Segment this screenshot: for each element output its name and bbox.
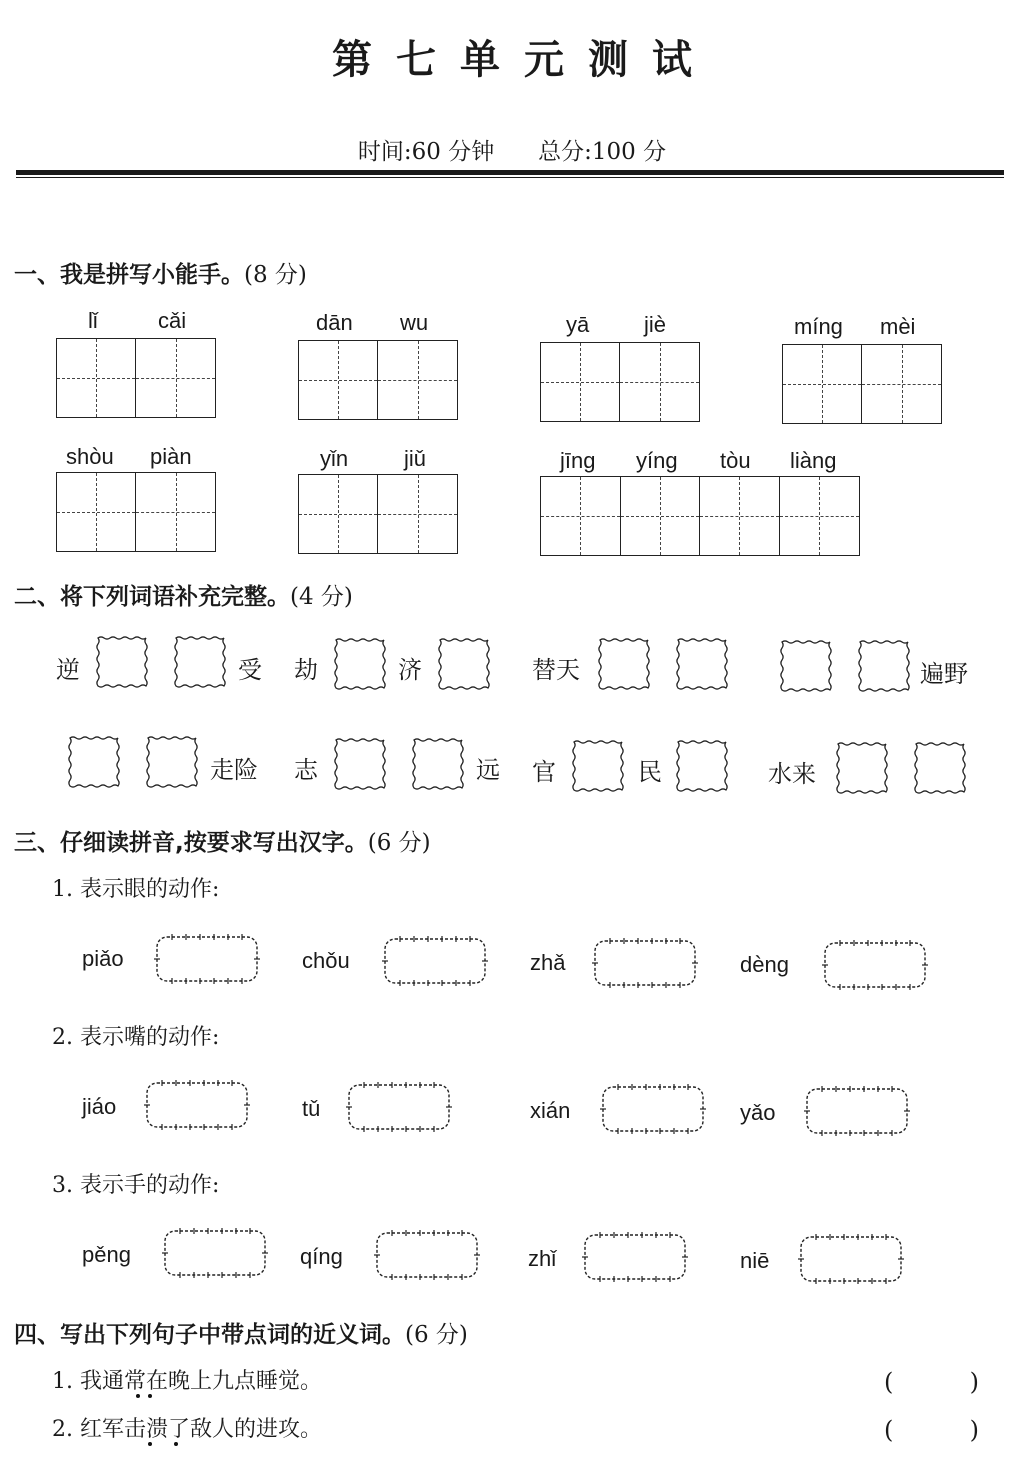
- idiom-char: 志: [294, 756, 318, 784]
- answer-box[interactable]: [856, 638, 912, 694]
- idiom-char: 走险: [210, 756, 258, 784]
- pinyin: dèng: [740, 952, 789, 977]
- pinyin: cǎi: [158, 308, 187, 333]
- header-divider: [16, 170, 1004, 178]
- idiom-char: 远: [476, 756, 500, 784]
- pinyin: lǐ: [88, 308, 98, 333]
- writing-grid[interactable]: [540, 342, 700, 422]
- pinyin: liàng: [790, 448, 837, 473]
- pinyin: niē: [740, 1248, 770, 1273]
- pinyin: xián: [530, 1098, 571, 1123]
- answer-box[interactable]: [570, 738, 626, 794]
- section-2-points: (4 分): [290, 584, 353, 610]
- idiom-char: 劫: [294, 656, 318, 684]
- pinyin: míng: [794, 314, 843, 339]
- pinyin: jiè: [644, 312, 667, 337]
- idiom-char: 官: [532, 758, 556, 786]
- idiom-char: 民: [638, 758, 662, 786]
- answer-box[interactable]: [596, 636, 652, 692]
- pinyin: tǔ: [302, 1096, 321, 1121]
- idiom-char: 水来: [768, 760, 816, 788]
- answer-box[interactable]: [172, 634, 228, 690]
- section-3-heading: [14, 824, 431, 857]
- answer-box[interactable]: [674, 636, 730, 692]
- group-label: 1. 表示眼的动作:: [52, 877, 220, 902]
- section-2-title: 二、将下列词语补充完整。: [14, 584, 290, 610]
- answer-box[interactable]: [142, 1078, 252, 1132]
- answer-box[interactable]: [94, 634, 150, 690]
- answer-box[interactable]: [410, 736, 466, 792]
- writing-grid[interactable]: [56, 338, 216, 418]
- section-4-title: 四、写出下列句子中带点词的近义词。: [14, 1322, 405, 1348]
- emphasis-dot: [174, 1442, 178, 1446]
- pinyin: piàn: [150, 444, 192, 469]
- sentence: 2. 红军击溃了敌人的进攻。: [52, 1417, 322, 1442]
- pinyin: wu: [400, 310, 429, 335]
- pinyin: dān: [316, 310, 353, 335]
- answer-box[interactable]: [380, 934, 490, 988]
- exam-meta: 时间:60 分钟 总分:100 分: [357, 139, 667, 165]
- pinyin: qíng: [300, 1244, 343, 1269]
- pinyin: pěng: [82, 1242, 131, 1267]
- pinyin: tòu: [720, 448, 751, 473]
- section-2-heading: [14, 578, 353, 611]
- idiom-char: 济: [398, 656, 422, 684]
- emphasis-dot: [148, 1442, 152, 1446]
- section-4-points: (6 分): [405, 1322, 468, 1348]
- answer-box[interactable]: [778, 638, 834, 694]
- pinyin: yǐn: [320, 446, 349, 471]
- pinyin: jiǔ: [404, 446, 427, 471]
- writing-grid[interactable]: [56, 472, 216, 552]
- answer-box[interactable]: [802, 1084, 912, 1138]
- pinyin: yíng: [636, 448, 678, 473]
- idiom-char: 受: [238, 656, 262, 684]
- pinyin: jiáo: [82, 1094, 117, 1119]
- section-1-points: (8 分): [244, 262, 307, 288]
- answer-box[interactable]: [796, 1232, 906, 1286]
- emphasis-dot: [148, 1394, 152, 1398]
- idiom-char: 逆: [56, 656, 80, 684]
- writing-grid[interactable]: [782, 344, 942, 424]
- answer-box[interactable]: [332, 736, 388, 792]
- idiom-char: 遍野: [920, 660, 968, 688]
- answer-box[interactable]: [144, 734, 200, 790]
- group-label: 2. 表示嘴的动作:: [52, 1025, 220, 1050]
- section-3-points: (6 分): [367, 830, 431, 856]
- answer-paren[interactable]: ( ): [884, 1368, 980, 1396]
- answer-box[interactable]: [372, 1228, 482, 1282]
- answer-box[interactable]: [66, 734, 122, 790]
- answer-box[interactable]: [834, 740, 890, 796]
- section-1-title: 一、我是拼写小能手。: [14, 262, 244, 288]
- pinyin: zhǎ: [530, 950, 566, 975]
- answer-box[interactable]: [590, 936, 700, 990]
- answer-box[interactable]: [344, 1080, 454, 1134]
- answer-box[interactable]: [332, 636, 388, 692]
- answer-box[interactable]: [674, 738, 730, 794]
- idiom-char: 替天: [532, 656, 580, 684]
- pinyin: piǎo: [82, 946, 124, 971]
- answer-paren[interactable]: ( ): [884, 1416, 980, 1444]
- pinyin: jīng: [560, 448, 596, 473]
- answer-box[interactable]: [580, 1230, 690, 1284]
- section-4-heading: [14, 1316, 468, 1349]
- pinyin: mèi: [880, 314, 916, 339]
- answer-box[interactable]: [598, 1082, 708, 1136]
- pinyin: yǎo: [740, 1100, 776, 1125]
- sentence: 1. 我通常在晚上九点睡觉。: [52, 1369, 322, 1394]
- answer-box[interactable]: [436, 636, 492, 692]
- pinyin: yā: [566, 312, 590, 337]
- section-3-title: 三、仔细读拼音,按要求写出汉字。: [14, 830, 368, 856]
- writing-grid[interactable]: [540, 476, 860, 556]
- answer-box[interactable]: [160, 1226, 270, 1280]
- answer-box[interactable]: [152, 932, 262, 986]
- writing-grid[interactable]: [298, 340, 458, 420]
- group-label: 3. 表示手的动作:: [52, 1173, 220, 1198]
- writing-grid[interactable]: [298, 474, 458, 554]
- section-1-heading: [14, 256, 307, 289]
- answer-box[interactable]: [820, 938, 930, 992]
- pinyin: shòu: [66, 444, 114, 469]
- page-title: 第七单元测试: [332, 36, 716, 83]
- answer-box[interactable]: [912, 740, 968, 796]
- pinyin: chǒu: [302, 948, 350, 973]
- pinyin: zhǐ: [528, 1246, 557, 1271]
- emphasis-dot: [136, 1394, 140, 1398]
